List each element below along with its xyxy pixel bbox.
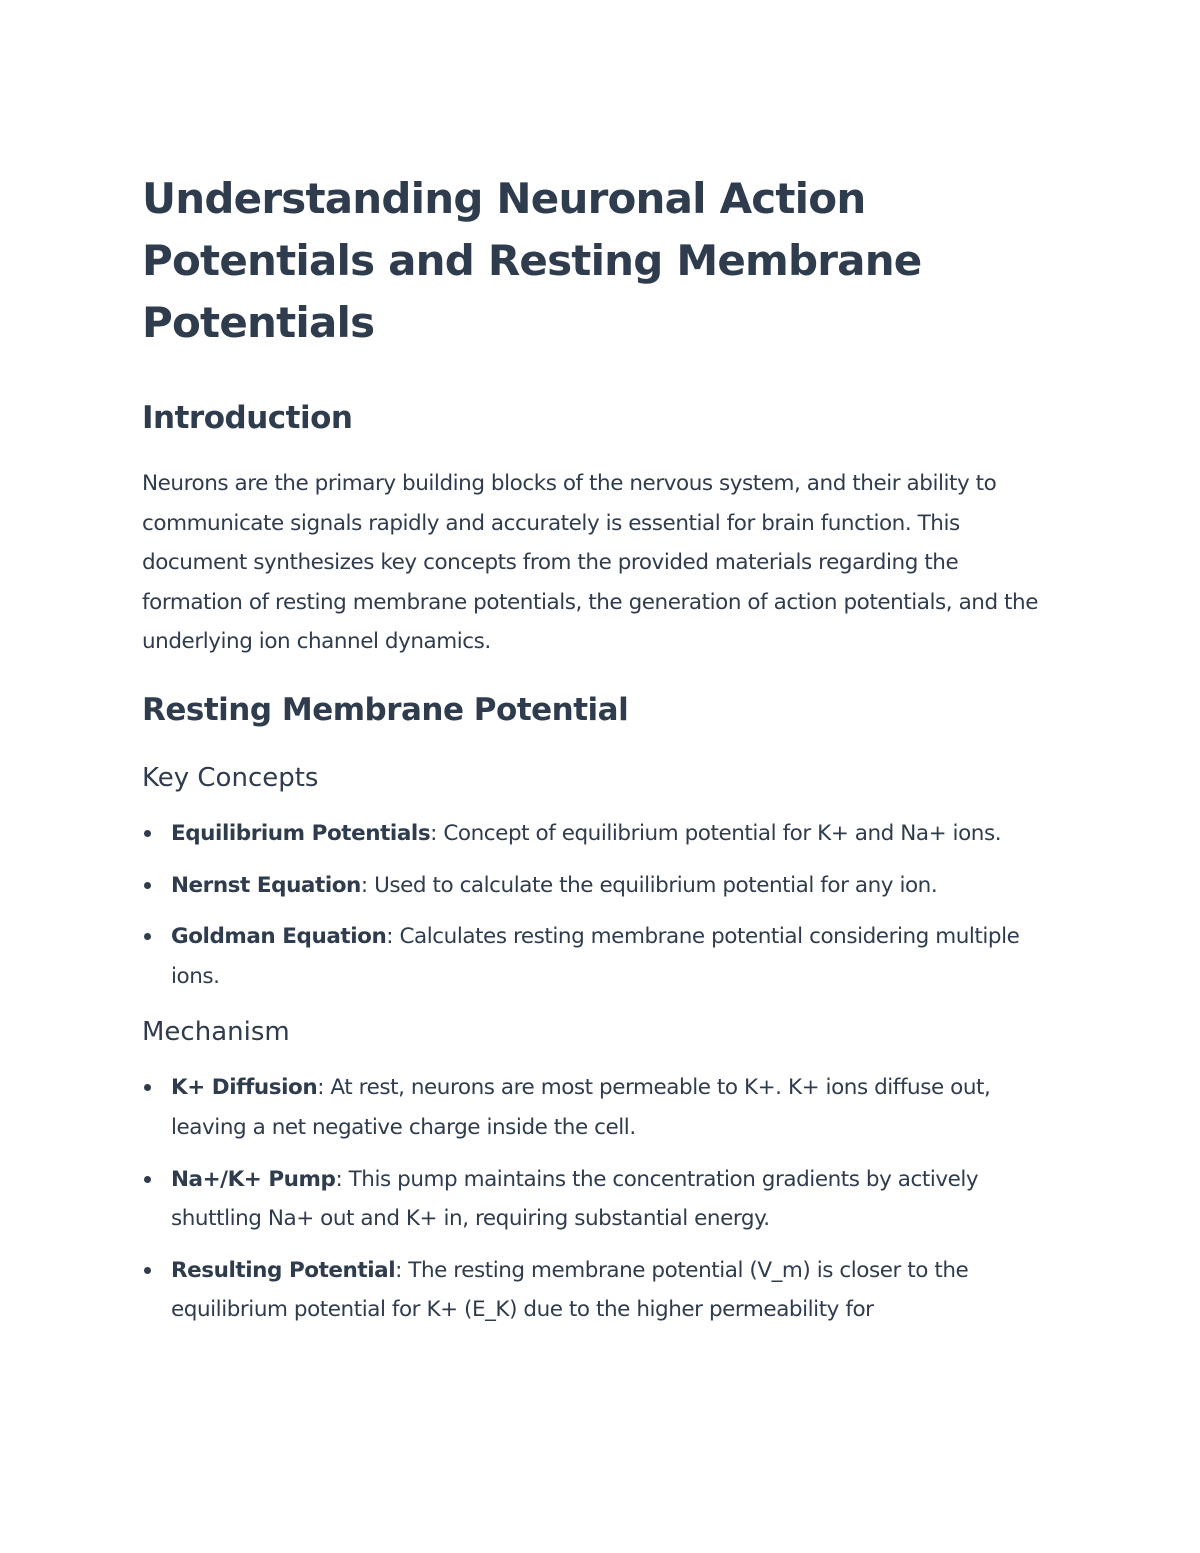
list-item-term: K+ Diffusion	[171, 1075, 318, 1101]
key-concepts-list	[142, 814, 1062, 996]
list-item-term: Na+/K+ Pump	[171, 1166, 336, 1192]
list-item-text: : At rest, neurons are most permeable to K+. K+ ions diffuse out, leaving a net negative charge inside the cell.	[171, 1075, 991, 1140]
bullet-icon	[144, 1267, 151, 1274]
list-item	[142, 917, 1062, 996]
list-item	[142, 814, 1062, 854]
list-item-text: : Calculates resting membrane potential considering multiple ions.	[171, 924, 1020, 989]
bullet-icon	[144, 830, 151, 837]
list-item	[142, 1160, 1062, 1239]
document-page	[142, 168, 1062, 1342]
bullet-icon	[144, 1084, 151, 1091]
mechanism-heading: Mechanism	[142, 1017, 290, 1048]
bullet-icon	[144, 882, 151, 889]
list-item-term: Goldman Equation	[171, 924, 387, 950]
mechanism-list	[142, 1068, 1062, 1330]
list-item-term: Resulting Potential	[171, 1257, 396, 1283]
list-item-text: : The resting membrane potential (V_m) is closer to the equilibrium potential for K+ (E_K) due to the higher permeability for	[171, 1257, 969, 1323]
list-item-term: Nernst Equation	[171, 872, 361, 898]
list-item-text: : Concept of equilibrium potential for K+ and Na+ ions.	[430, 820, 1002, 846]
document-title: Understanding Neuronal Action Potentials and Resting Membrane Potentials	[142, 174, 922, 347]
list-item-text: : Used to calculate the equilibrium potential for any ion.	[360, 872, 938, 898]
list-item-text: : This pump maintains the concentration gradients by actively shuttling Na+ out and K+ in, requiring substantial energy.	[171, 1166, 979, 1232]
list-item-term: Equilibrium Potentials	[171, 820, 431, 846]
bullet-icon	[144, 1176, 151, 1183]
list-item	[142, 1068, 1062, 1147]
key-concepts-heading: Key Concepts	[142, 762, 319, 793]
introduction-paragraph: Neurons are the primary building blocks of the nervous system, and their ability to communicate signals rapidly and accurately is essential for brain function. This document synthesizes key concepts from the provided materials regarding the formation of resting membrane potentials, the generation of action potentials, and the underlying ion channel dynamics.	[142, 471, 1038, 655]
bullet-icon	[144, 933, 151, 940]
list-item	[142, 1251, 1062, 1330]
resting-membrane-potential-heading: Resting Membrane Potential	[142, 691, 629, 728]
introduction-heading: Introduction	[142, 400, 353, 436]
list-item	[142, 866, 1062, 906]
